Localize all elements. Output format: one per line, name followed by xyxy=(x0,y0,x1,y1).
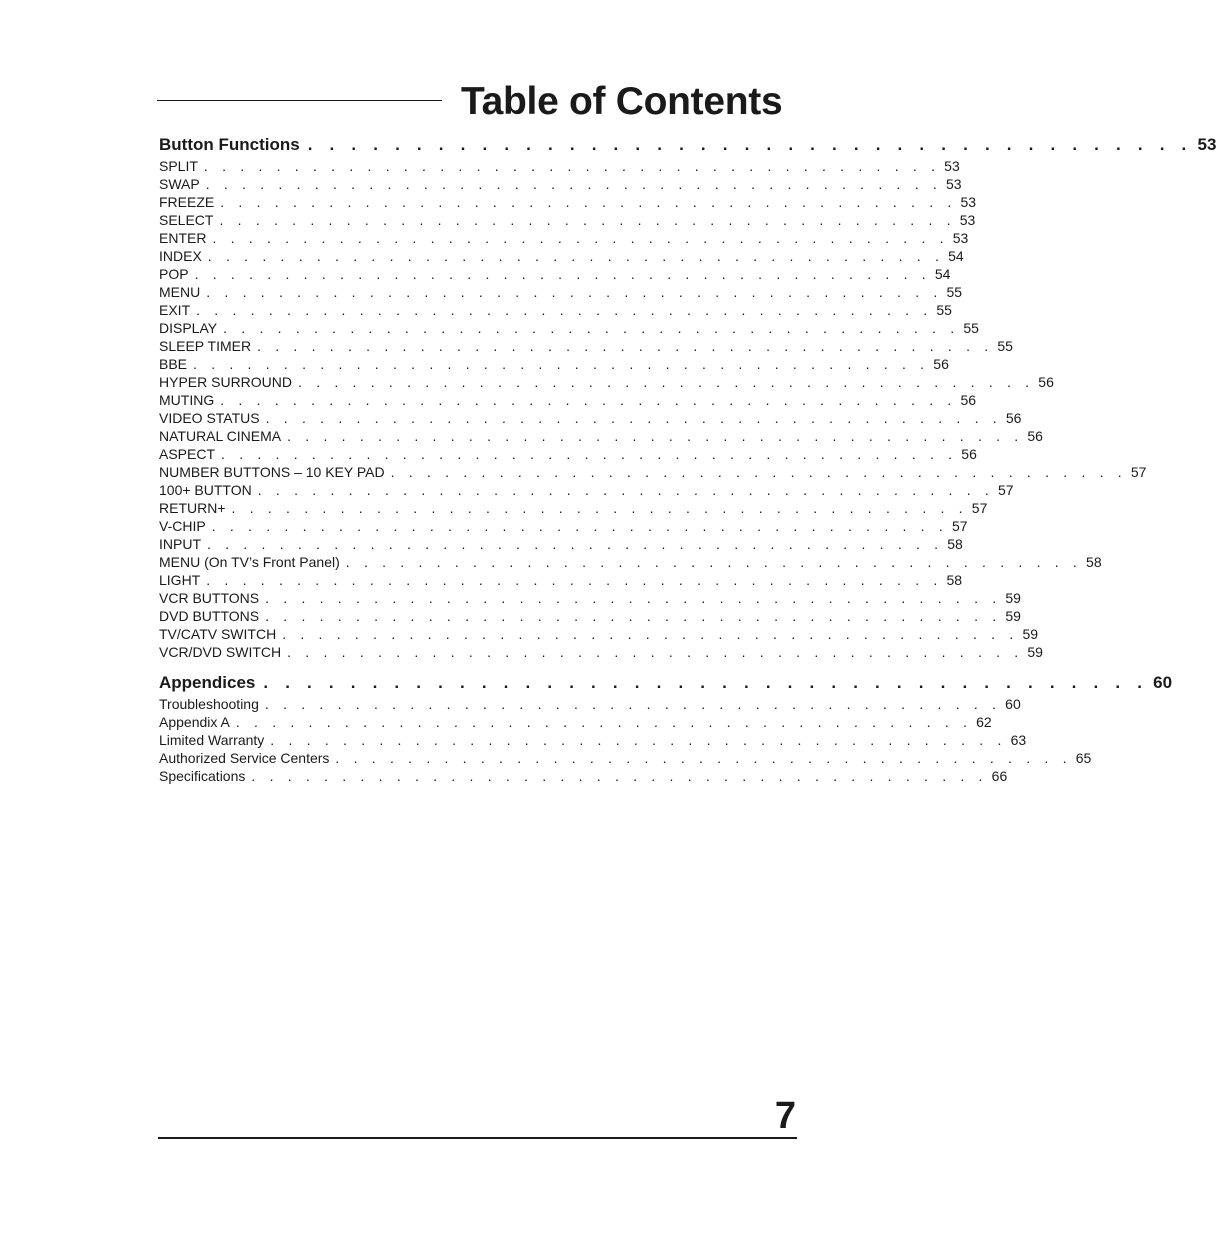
toc-entry-page: 55 xyxy=(936,302,952,318)
toc-entry[interactable] xyxy=(159,193,977,211)
toc-entry[interactable] xyxy=(159,301,952,319)
leader-dots: . . . . . . . . . . . . . . . . . . . . . . . . . . . . . . . . . . . . . . . . . xyxy=(257,338,994,354)
leader-dots: . . . . . . . . . . . . . . . . . . . . . . . . . . . . . . . . . . . . . . . . . xyxy=(263,673,1149,692)
toc-entry-label: Appendix A xyxy=(159,714,230,730)
toc-entry-label: INPUT xyxy=(159,536,201,552)
toc-entry-page: 57 xyxy=(1130,464,1147,480)
toc-entries xyxy=(159,157,1147,661)
leader-dots: . . . . . . . . . . . . . . . . . . . . . . . . . . . . . . . . . . . . . . . . . xyxy=(231,500,968,516)
toc-entry-page: 58 xyxy=(1086,554,1102,570)
section-heading[interactable] xyxy=(159,133,1216,157)
leader-dots: . . . . . . . . . . . . . . . . . . . . . . . . . . . . . . . . . . . . . . . . . xyxy=(345,554,1083,570)
leader-dots: . . . . . . . . . . . . . . . . . . . . . . . . . . . . . . . . . . . . . . . . . xyxy=(257,482,994,498)
toc-entry-label: DVD BUTTONS xyxy=(159,608,260,624)
toc-entry[interactable] xyxy=(159,427,1043,445)
header-rule xyxy=(157,100,442,101)
toc-entry-label: SWAP xyxy=(159,176,200,192)
toc-entry[interactable] xyxy=(159,409,1022,427)
toc-entry[interactable] xyxy=(159,445,977,463)
toc-entry-label: INDEX xyxy=(159,248,202,264)
leader-dots: . . . . . . . . . . . . . . . . . . . . . . . . . . . . . . . . . . . . . . . . . xyxy=(221,446,958,462)
toc-entry-page: 56 xyxy=(1005,410,1022,426)
toc-entry-label: Limited Warranty xyxy=(159,732,265,748)
toc-entry-page: 54 xyxy=(948,248,964,264)
page-number: 7 xyxy=(774,1095,796,1137)
leader-dots: . . . . . . . . . . . . . . . . . . . . . . . . . . . . . . . . . . . . . . . . . xyxy=(205,176,942,192)
toc-entry-label: ENTER xyxy=(159,230,207,246)
leader-dots: . . . . . . . . . . . . . . . . . . . . . . . . . . . . . . . . . . . . . . . . . xyxy=(194,266,931,282)
toc-section-button-functions xyxy=(159,133,1216,661)
toc-entry-label: V-CHIP xyxy=(159,518,206,534)
leader-dots: . . . . . . . . . . . . . . . . . . . . . . . . . . . . . . . . . . . . . . . . . xyxy=(282,626,1019,642)
toc-entry[interactable] xyxy=(159,373,1054,391)
toc-entry-label: VCR/DVD SWITCH xyxy=(159,644,282,660)
toc-entry-label: SLEEP TIMER xyxy=(159,338,252,354)
toc-entry-label: LIGHT xyxy=(159,572,201,588)
toc-entry[interactable] xyxy=(159,731,1027,749)
toc-entry[interactable] xyxy=(159,481,1014,499)
toc-entry-label: HYPER SURROUND xyxy=(159,374,293,390)
toc-entry[interactable] xyxy=(159,355,949,373)
section-heading-page: 60 xyxy=(1153,673,1173,692)
toc-entry-label: VIDEO STATUS xyxy=(159,410,260,426)
toc-entry-label: ASPECT xyxy=(159,446,216,462)
toc-entry[interactable] xyxy=(159,265,951,283)
section-heading-label: Button Functions xyxy=(159,135,300,154)
toc-entry-page: 59 xyxy=(1027,644,1043,660)
leader-dots: . . . . . . . . . . . . . . . . . . . . . . . . . . . . . . . . . . . . . . . . . xyxy=(193,356,930,372)
toc-entry-page: 57 xyxy=(998,482,1014,498)
toc-entry[interactable] xyxy=(159,553,1102,571)
footer-rule xyxy=(158,1137,797,1139)
toc-entry-page: 53 xyxy=(944,158,960,174)
leader-dots: . . . . . . . . . . . . . . . . . . . . . . . . . . . . . . . . . . . . . . . . . xyxy=(203,158,941,174)
leader-dots: . . . . . . . . . . . . . . . . . . . . . . . . . . . . . . . . . . . . . . . . . xyxy=(220,194,957,210)
toc-entry[interactable] xyxy=(159,589,1021,607)
toc-entry-page: 56 xyxy=(961,446,977,462)
toc-entry-page: 53 xyxy=(960,194,977,210)
toc-entry[interactable] xyxy=(159,749,1092,767)
toc-entry-label: RETURN+ xyxy=(159,500,226,516)
toc-entry-page: 53 xyxy=(945,176,962,192)
toc-entry-label: 100+ BUTTON xyxy=(159,482,252,498)
toc-entry[interactable] xyxy=(159,211,976,229)
toc-entry-page: 55 xyxy=(946,284,963,300)
toc-entry-page: 53 xyxy=(959,212,976,228)
toc-entry-page: 56 xyxy=(960,392,977,408)
page-title: Table of Contents xyxy=(461,80,783,123)
toc-entry-label: SPLIT xyxy=(159,158,198,174)
toc-entry-label: BBE xyxy=(159,356,188,372)
toc-entry[interactable] xyxy=(159,607,1021,625)
leader-dots: . . . . . . . . . . . . . . . . . . . . . . . . . . . . . . . . . . . . . . . . . xyxy=(223,320,960,336)
toc-entry-page: 58 xyxy=(946,572,963,588)
section-heading-page: 53 xyxy=(1197,135,1216,154)
leader-dots: . . . . . . . . . . . . . . . . . . . . . . . . . . . . . . . . . . . . . . . . . xyxy=(206,284,943,300)
toc-entry-page: 59 xyxy=(1005,590,1021,606)
toc-entry[interactable] xyxy=(159,695,1021,713)
toc-entry[interactable] xyxy=(159,535,963,553)
toc-entry-page: 63 xyxy=(1010,732,1027,748)
leader-dots: . . . . . . . . . . . . . . . . . . . . . . . . . . . . . . . . . . . . . . . . . xyxy=(219,212,956,228)
toc-entry[interactable] xyxy=(159,337,1013,355)
toc-entry-page: 56 xyxy=(933,356,949,372)
toc-entry[interactable] xyxy=(159,247,964,265)
toc-entry[interactable] xyxy=(159,229,969,247)
toc-entry-page: 66 xyxy=(991,768,1008,784)
toc-entry[interactable] xyxy=(159,157,960,175)
toc-entry-page: 55 xyxy=(997,338,1013,354)
leader-dots: . . . . . . . . . . . . . . . . . . . . . . . . . . . . . . . . . . . . . . . . . xyxy=(265,410,1002,426)
leader-dots: . . . . . . . . . . . . . . . . . . . . . . . . . . . . . . . . . . . . . . . . . xyxy=(270,732,1007,748)
leader-dots: . . . . . . . . . . . . . . . . . . . . . . . . . . . . . . . . . . . . . . . . . xyxy=(207,248,945,264)
toc-entry-page: 59 xyxy=(1005,608,1021,624)
toc-entry[interactable] xyxy=(159,175,962,193)
leader-dots: . . . . . . . . . . . . . . . . . . . . . . . . . . . . . . . . . . . . . . . . . xyxy=(251,768,988,784)
toc-entry-label: EXIT xyxy=(159,302,191,318)
leader-dots: . . . . . . . . . . . . . . . . . . . . . . . . . . . . . . . . . . . . . . . . . xyxy=(212,230,949,246)
toc-entry-page: 65 xyxy=(1075,750,1092,766)
leader-dots: . . . . . . . . . . . . . . . . . . . . . . . . . . . . . . . . . . . . . . . . . xyxy=(196,302,933,318)
leader-dots: . . . . . . . . . . . . . . . . . . . . . . . . . . . . . . . . . . . . . . . . . xyxy=(307,135,1193,154)
section-heading[interactable] xyxy=(159,671,1173,695)
toc-entry[interactable] xyxy=(159,463,1147,481)
toc-entry-page: 57 xyxy=(951,518,968,534)
toc-entry-page: 62 xyxy=(976,714,992,730)
toc-entry-label: NATURAL CINEMA xyxy=(159,428,282,444)
toc-entry[interactable] xyxy=(159,283,963,301)
leader-dots: . . . . . . . . . . . . . . . . . . . . . . . . . . . . . . . . . . . . . . . . . xyxy=(265,608,1002,624)
toc-entry-label: MUTING xyxy=(159,392,215,408)
leader-dots: . . . . . . . . . . . . . . . . . . . . . . . . . . . . . . . . . . . . . . . . . xyxy=(211,518,948,534)
toc-entry[interactable] xyxy=(159,391,977,409)
leader-dots: . . . . . . . . . . . . . . . . . . . . . . . . . . . . . . . . . . . . . . . . . xyxy=(264,696,1002,712)
leader-dots: . . . . . . . . . . . . . . . . . . . . . . . . . . . . . . . . . . . . . . . . . xyxy=(287,644,1024,660)
section-heading-label: Appendices xyxy=(159,673,256,692)
toc-entry-label: VCR BUTTONS xyxy=(159,590,260,606)
toc-entry-label: DISPLAY xyxy=(159,320,218,336)
toc-entry-label: MENU xyxy=(159,284,201,300)
toc-entry[interactable] xyxy=(159,319,979,337)
toc-entry-page: 58 xyxy=(947,536,963,552)
toc-entry-label: Troubleshooting xyxy=(159,696,259,712)
toc-entry-label: Specifications xyxy=(159,768,246,784)
toc-section-appendices xyxy=(159,671,1173,785)
toc-entry-label: MENU (On TV’s Front Panel) xyxy=(159,554,340,570)
toc-entry[interactable] xyxy=(159,713,992,731)
toc-entry-label: SELECT xyxy=(159,212,214,228)
toc-entry-page: 54 xyxy=(934,266,951,282)
toc-entry-page: 57 xyxy=(971,500,988,516)
leader-dots: . . . . . . . . . . . . . . . . . . . . . . . . . . . . . . . . . . . . . . . . . xyxy=(265,590,1002,606)
leader-dots: . . . . . . . . . . . . . . . . . . . . . . . . . . . . . . . . . . . . . . . . . xyxy=(298,374,1035,390)
toc-entry-label: FREEZE xyxy=(159,194,215,210)
leader-dots: . . . . . . . . . . . . . . . . . . . . . . . . . . . . . . . . . . . . . . . . . xyxy=(206,572,943,588)
toc-entry-label: Authorized Service Centers xyxy=(159,750,330,766)
toc-entry-label: TV/CATV SWITCH xyxy=(159,626,277,642)
leader-dots: . . . . . . . . . . . . . . . . . . . . . . . . . . . . . . . . . . . . . . . . . xyxy=(235,714,973,730)
leader-dots: . . . . . . . . . . . . . . . . . . . . . . . . . . . . . . . . . . . . . . . . . xyxy=(220,392,957,408)
toc-entry-page: 60 xyxy=(1005,696,1021,712)
toc-entry-page: 59 xyxy=(1022,626,1039,642)
toc-entry-page: 56 xyxy=(1038,374,1054,390)
leader-dots: . . . . . . . . . . . . . . . . . . . . . . . . . . . . . . . . . . . . . . . . . xyxy=(287,428,1024,444)
toc-entry[interactable] xyxy=(159,517,968,535)
toc-entry[interactable] xyxy=(159,499,988,517)
table-of-contents xyxy=(159,133,1216,785)
toc-entry-page: 55 xyxy=(963,320,979,336)
toc-entry-page: 53 xyxy=(952,230,969,246)
toc-entry[interactable] xyxy=(159,625,1039,643)
leader-dots: . . . . . . . . . . . . . . . . . . . . . . . . . . . . . . . . . . . . . . . . . xyxy=(335,750,1072,766)
leader-dots: . . . . . . . . . . . . . . . . . . . . . . . . . . . . . . . . . . . . . . . . . xyxy=(207,536,944,552)
toc-entry-label: NUMBER BUTTONS – 10 KEY PAD xyxy=(159,464,385,480)
toc-entry-label: POP xyxy=(159,266,189,282)
toc-entry[interactable] xyxy=(159,571,963,589)
toc-entry-page: 56 xyxy=(1027,428,1043,444)
toc-entry[interactable] xyxy=(159,767,1008,785)
toc-entry[interactable] xyxy=(159,643,1043,661)
toc-entries xyxy=(159,695,1092,785)
leader-dots: . . . . . . . . . . . . . . . . . . . . . . . . . . . . . . . . . . . . . . . . . xyxy=(390,464,1127,480)
